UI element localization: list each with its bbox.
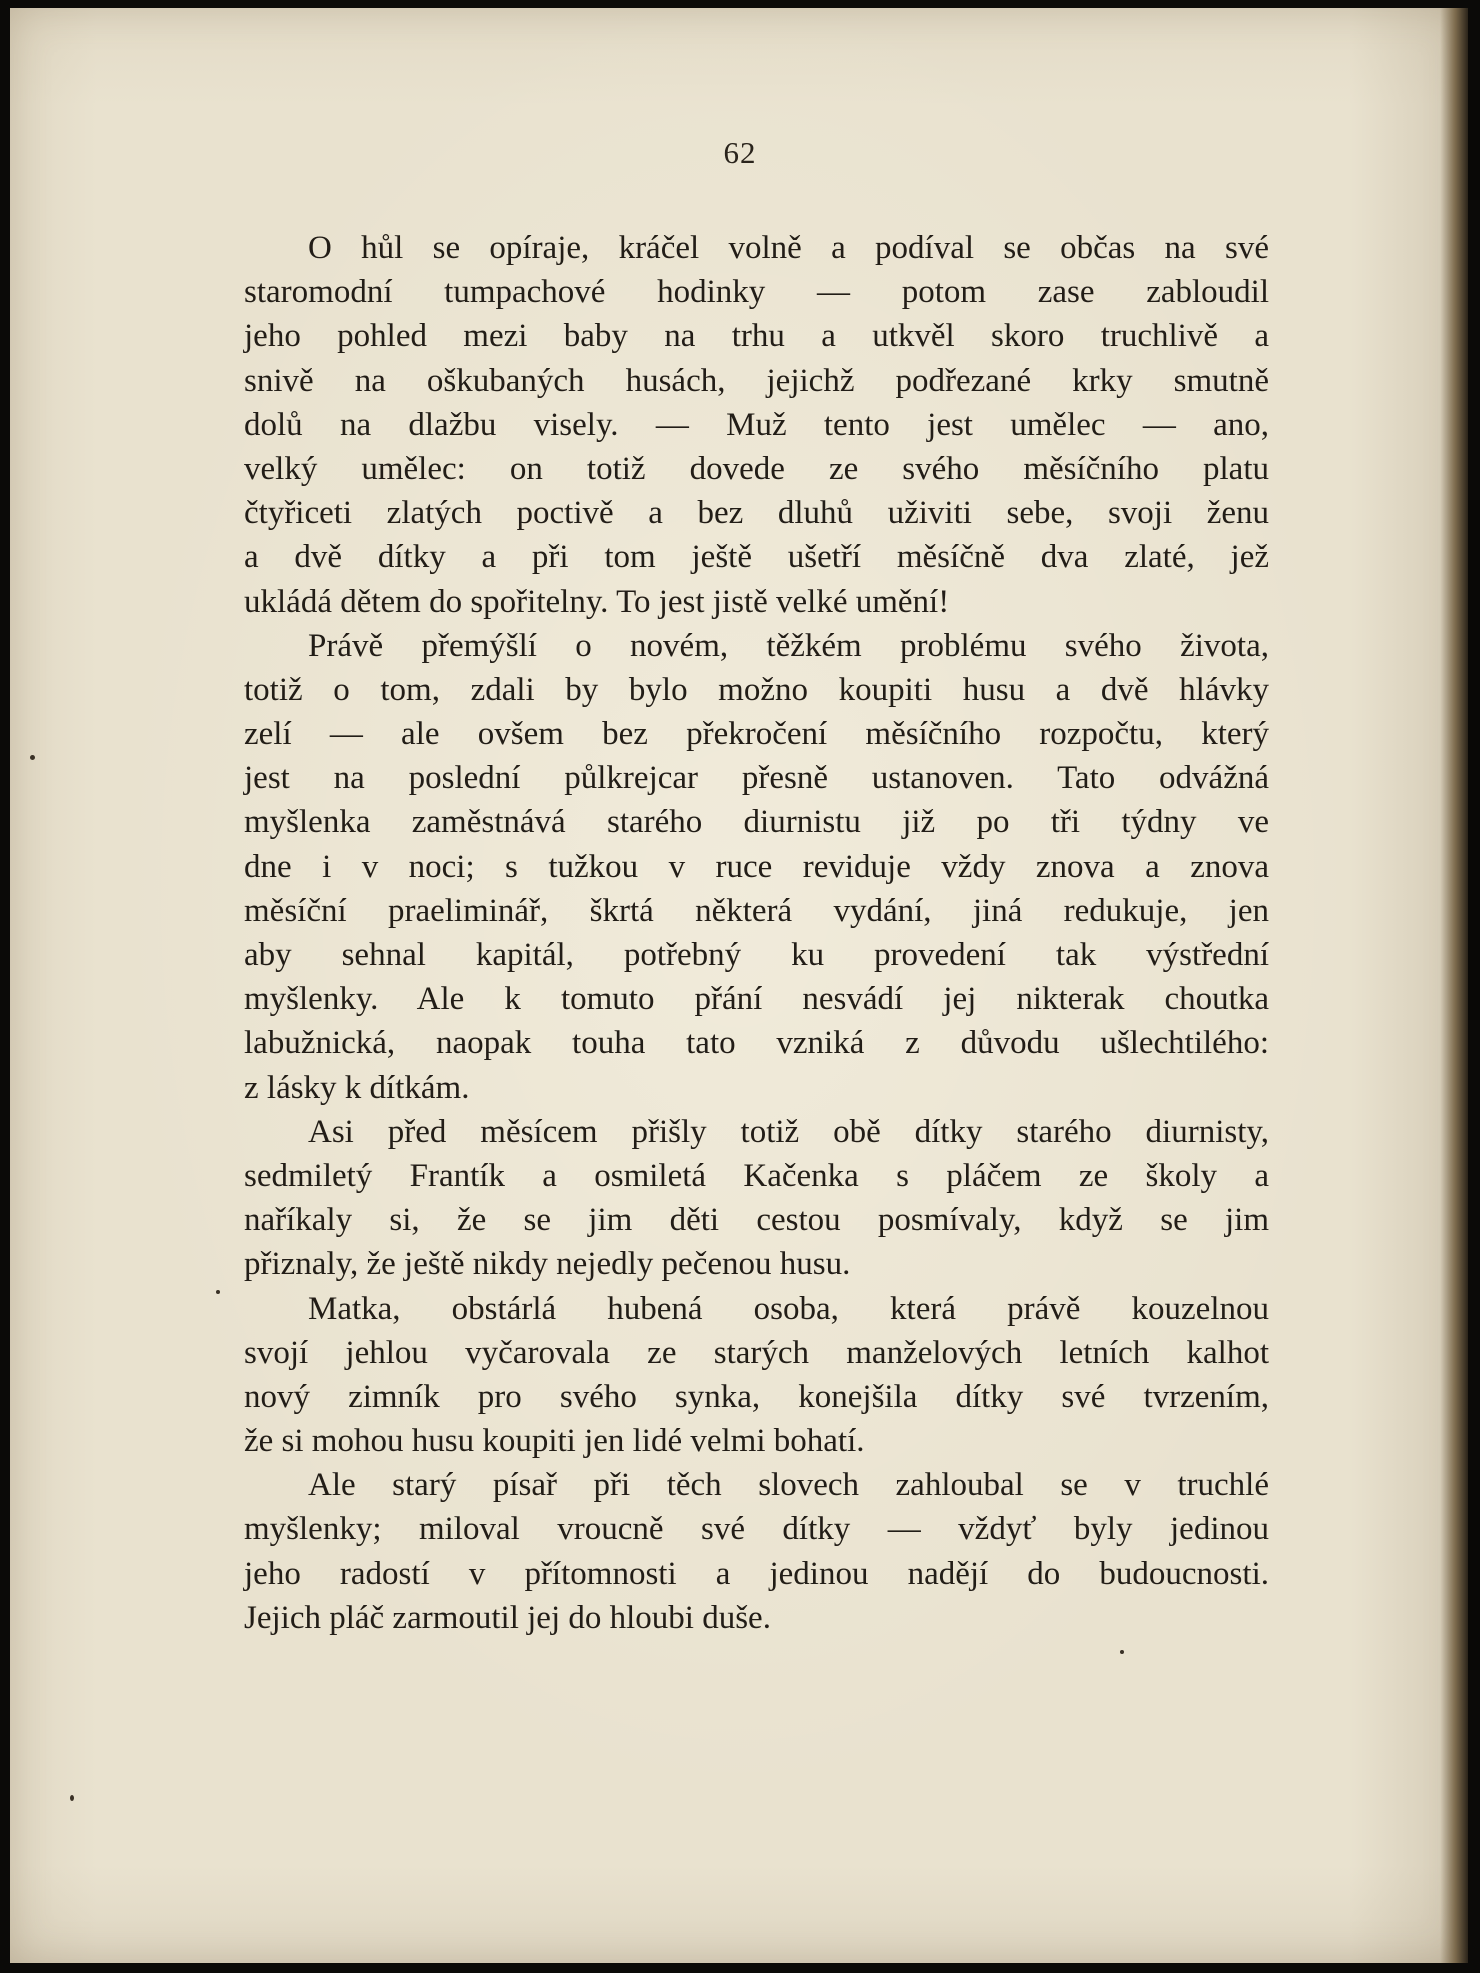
text-line: snivě na oškubaných husách, jejichž podřezané krky smutně [244, 362, 1269, 399]
text-line: svojí jehlou vyčarovala ze starých manželových letních kalhot [244, 1334, 1269, 1371]
text-line: aby sehnal kapitál, potřebný ku provedení tak výstřední [244, 937, 1269, 973]
text-line: ukládá dětem do spořitelny. To jest jistě velké umění! [244, 583, 950, 620]
text-line: myšlenky. Ale k tomuto přání nesvádí jej nikterak choutka [244, 981, 1269, 1018]
text-line: totiž o tom, zdali by bylo možno koupiti husu a dvě hlávky [244, 671, 1269, 708]
paragraph-3 [244, 1110, 1269, 1287]
text-line: měsíční praeliminář, škrtá některá vydání, jiná redukuje, jen [244, 892, 1269, 929]
text-line: O hůl se opíraje, kráčel volně a podíval se občas na své [308, 230, 1269, 266]
page-edge-shadow [1440, 8, 1468, 1963]
paper-speck [1120, 1650, 1124, 1654]
paragraph-2 [244, 624, 1269, 1110]
text-line: nový zimník pro svého synka, konejšila dítky své tvrzením, [244, 1378, 1269, 1415]
paper-speck [216, 1290, 220, 1294]
page-number: 62 [723, 135, 757, 170]
text-line: sedmiletý Frantík a osmiletá Kačenka s pláčem ze školy a [244, 1157, 1269, 1194]
paragraph-4 [244, 1287, 1269, 1464]
paragraph-5 [244, 1463, 1269, 1640]
paragraph-1 [244, 226, 1269, 624]
text-line: z lásky k dítkám. [244, 1069, 470, 1106]
text-line: jest na poslední půlkrejcar přesně ustanoven. Tato odvážná [244, 760, 1269, 797]
text-line: přiznaly, že ještě nikdy nejedly pečenou husu. [244, 1246, 851, 1283]
text-line: jeho radostí v přítomnosti a jedinou nadějí do budoucnosti. [244, 1555, 1269, 1592]
text-line: čtyřiceti zlatých poctivě a bez dluhů uživiti sebe, svoji ženu [244, 495, 1269, 532]
text-line: že si mohou husu koupiti jen lidé velmi bohatí. [244, 1423, 865, 1460]
text-line: Právě přemýšlí o novém, těžkém problému svého života, [308, 627, 1269, 664]
paper-speck [70, 1795, 74, 1801]
text-line: velký umělec: on totiž dovede ze svého měsíčního platu [244, 450, 1269, 487]
text-line: dolů na dlažbu visely. — Muž tento jest umělec — ano, [244, 406, 1269, 443]
text-line: jeho pohled mezi baby na trhu a utkvěl skoro truchlivě a [244, 318, 1269, 355]
text-line: labužnická, naopak touha tato vzniká z důvodu ušlechtilého: [244, 1025, 1269, 1062]
text-line: naříkaly si, že se jim děti cestou posmívaly, když se jim [244, 1202, 1269, 1239]
text-line: Matka, obstárlá hubená osoba, která právě kouzelnou [308, 1290, 1269, 1327]
text-line: a dvě dítky a při tom ještě ušetří měsíčně dva zlaté, jež [244, 539, 1269, 576]
paper-speck [30, 755, 35, 760]
body-text [244, 226, 1269, 1640]
binding-edge-mark [1468, 500, 1480, 1020]
text-line: Ale starý písař při těch slovech zahloubal se v truchlé [308, 1467, 1269, 1504]
text-line: dne i v noci; s tužkou v ruce reviduje vždy znova a znova [244, 848, 1269, 885]
binding-edge-mark [1468, 1470, 1480, 1670]
text-line: staromodní tumpachové hodinky — potom zase zabloudil [244, 274, 1269, 311]
text-line: Jejich pláč zarmoutil jej do hloubi duše. [244, 1599, 771, 1636]
text-line: zelí — ale ovšem bez překročení měsíčního rozpočtu, který [244, 716, 1269, 753]
text-line: myšlenky; miloval vroucně své dítky — vždyť byly jedinou [244, 1511, 1269, 1548]
text-line: myšlenka zaměstnává starého diurnistu již po tři týdny ve [244, 804, 1269, 841]
text-line: Asi před měsícem přišly totiž obě dítky starého diurnisty, [308, 1113, 1269, 1150]
